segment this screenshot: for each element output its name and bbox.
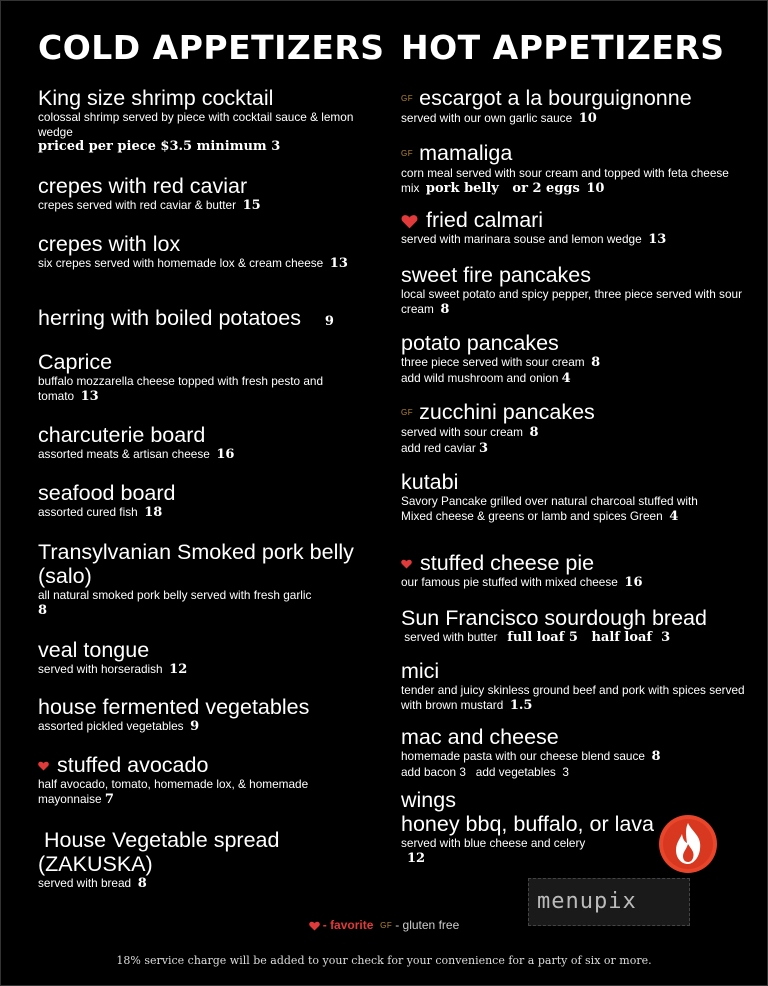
item-name: potato pancakes bbox=[401, 331, 559, 355]
menu-item-crepes-caviar bbox=[38, 174, 384, 214]
item-name: stuffed avocado bbox=[57, 753, 209, 777]
item-desc: three piece served with sour cream bbox=[401, 355, 585, 369]
item-desc: assorted cured fish bbox=[38, 505, 138, 519]
menu-item-escargot bbox=[401, 86, 751, 127]
item-desc: buffalo mozzarella cheese topped with fresh pesto and tomato bbox=[38, 374, 324, 403]
flame-icon bbox=[658, 814, 718, 874]
gf-tag: GF bbox=[401, 94, 414, 104]
item-name-line2: (ZAKUSKA) bbox=[38, 852, 153, 876]
item-desc: half avocado, tomato, homemade lox, & homemade mayonnaise bbox=[38, 777, 309, 806]
item-price: 13 bbox=[80, 388, 99, 404]
item-desc: tender and juicy skinless ground beef and pork with spices served with brown mustard bbox=[401, 683, 745, 712]
item-desc: six crepes served with homemade lox & cream cheese bbox=[38, 256, 324, 270]
item-desc: assorted pickled vegetables bbox=[38, 719, 184, 733]
item-addon: add wild mushroom and onion bbox=[401, 370, 559, 385]
menu-item-salo bbox=[38, 540, 384, 618]
item-price: 15 bbox=[242, 198, 261, 213]
item-price: 4 bbox=[669, 508, 679, 524]
legend-gluten-free: - gluten free bbox=[395, 918, 460, 932]
item-desc: our famous pie stuffed with mixed cheese bbox=[401, 575, 618, 589]
service-charge-note: 18% service charge will be added to your check for your convenience for a party of six or more. bbox=[116, 954, 652, 967]
item-price: 7 bbox=[104, 791, 114, 807]
gf-tag: GF bbox=[401, 149, 414, 159]
menu-item-seafood-board bbox=[38, 481, 384, 521]
item-desc: served with bread bbox=[38, 876, 132, 890]
item-name: kutabi bbox=[401, 470, 459, 494]
item-name: House Vegetable spread bbox=[38, 828, 280, 852]
item-desc: served with butter bbox=[401, 630, 498, 644]
item-option: pork belly or 2 eggs bbox=[425, 180, 580, 196]
item-desc: served with our own garlic sauce bbox=[401, 111, 573, 126]
item-price: 8 bbox=[591, 355, 601, 370]
menu-item-stuffed-avocado bbox=[38, 753, 384, 807]
item-desc: colossal shrimp served by piece with cocktail sauce & lemon wedge bbox=[38, 110, 354, 139]
item-price: 8 bbox=[38, 602, 48, 618]
menu-item-crepes-lox bbox=[38, 232, 384, 272]
item-name-line2: (salo) bbox=[38, 564, 92, 588]
item-desc: served with sour cream bbox=[401, 425, 523, 440]
item-name: house fermented vegetables bbox=[38, 695, 310, 719]
item-price: 1.5 bbox=[509, 697, 533, 713]
item-price: 8 bbox=[137, 876, 147, 891]
cold-appetizers-heading: COLD APPETIZERS bbox=[38, 28, 385, 67]
legend-gf-tag: GF bbox=[380, 921, 393, 931]
legend bbox=[0, 918, 768, 932]
item-addon: add red caviar bbox=[401, 440, 476, 455]
item-name-line2: honey bbq, buffalo, or lava bbox=[401, 812, 655, 836]
item-price: 16 bbox=[216, 447, 235, 462]
item-price: 8 bbox=[529, 425, 539, 441]
menu-item-mici bbox=[401, 659, 751, 713]
menu-item-veal-tongue bbox=[38, 638, 384, 678]
menu-item-caprice bbox=[38, 350, 384, 404]
item-desc: corn meal served with sour cream and topped with feta cheese mix bbox=[401, 166, 729, 195]
item-name: mici bbox=[401, 659, 440, 683]
menu-item-charcuterie bbox=[38, 423, 384, 463]
item-price: 10 bbox=[586, 180, 605, 196]
item-name: Sun Francisco sourdough bread bbox=[401, 606, 707, 630]
item-price: 10 bbox=[578, 111, 597, 127]
menu-item-sweet-fire-pancakes bbox=[401, 263, 751, 317]
item-price: 9 bbox=[324, 314, 334, 329]
item-name: fried calmari bbox=[426, 208, 544, 232]
item-desc: assorted meats & artisan cheese bbox=[38, 447, 210, 461]
item-desc: Savory Pancake grilled over natural charcoal stuffed with Mixed cheese & greens or lamb and spices Green bbox=[401, 494, 698, 523]
menu-item-sourdough-bread bbox=[401, 606, 751, 646]
item-name: charcuterie board bbox=[38, 423, 206, 447]
item-price: 9 bbox=[190, 719, 200, 734]
item-desc: served with horseradish bbox=[38, 662, 163, 676]
item-desc: homemade pasta with our cheese blend sauce bbox=[401, 749, 645, 763]
item-price: 13 bbox=[648, 232, 667, 247]
item-name: mamaliga bbox=[419, 141, 513, 165]
item-price: 18 bbox=[144, 505, 163, 520]
gf-tag: GF bbox=[401, 408, 414, 418]
item-desc: local sweet potato and spicy pepper, three piece served with sour cream bbox=[401, 287, 742, 316]
item-name: seafood board bbox=[38, 481, 176, 505]
item-desc: crepes served with red caviar & butter bbox=[38, 198, 237, 212]
item-name: escargot a la bourguignonne bbox=[419, 86, 692, 110]
heart-icon bbox=[38, 761, 49, 771]
item-name: zucchini pancakes bbox=[419, 400, 595, 424]
item-price: 16 bbox=[624, 575, 643, 590]
item-name: Caprice bbox=[38, 350, 113, 374]
item-addon-price: 3 bbox=[479, 440, 489, 456]
item-name: crepes with red caviar bbox=[38, 174, 248, 198]
item-price-note: priced per piece $3.5 minimum 3 bbox=[38, 139, 281, 154]
menu-item-fried-calmari bbox=[401, 208, 751, 248]
menu-item-mamaliga bbox=[401, 141, 751, 196]
item-name: mac and cheese bbox=[401, 725, 559, 749]
item-price: 8 bbox=[440, 301, 450, 317]
menu-item-mac-and-cheese bbox=[401, 725, 751, 779]
menu-item-zucchini-pancakes bbox=[401, 400, 751, 456]
menu-item-potato-pancakes bbox=[401, 331, 751, 386]
item-name: King size shrimp cocktail bbox=[38, 86, 274, 110]
item-name: wings bbox=[401, 788, 456, 812]
item-price: 8 bbox=[651, 749, 661, 764]
heart-icon bbox=[309, 921, 320, 931]
item-desc: all natural smoked pork belly served with fresh garlic bbox=[38, 588, 312, 602]
menu-item-fermented-vegetables bbox=[38, 695, 384, 735]
item-name: Transylvanian Smoked pork belly bbox=[38, 540, 354, 564]
menu-item-shrimp-cocktail bbox=[38, 86, 384, 154]
hot-appetizers-heading: HOT APPETIZERS bbox=[401, 28, 725, 67]
menu-item-kutabi bbox=[401, 470, 751, 524]
item-desc: served with blue cheese and celery bbox=[401, 836, 586, 850]
item-price: 12 bbox=[407, 850, 426, 866]
heart-icon bbox=[401, 559, 412, 569]
item-name: stuffed cheese pie bbox=[420, 551, 595, 575]
item-name: veal tongue bbox=[38, 638, 150, 662]
item-price-options: full loaf 5 half loaf 3 bbox=[507, 630, 671, 645]
menu-item-zakuska bbox=[38, 828, 384, 892]
item-name: crepes with lox bbox=[38, 232, 181, 256]
watermark-text: menupix bbox=[537, 889, 637, 914]
item-desc: served with marinara souse and lemon wedge bbox=[401, 232, 642, 246]
item-name: sweet fire pancakes bbox=[401, 263, 592, 287]
item-addon: add bacon 3 add vegetables 3 bbox=[401, 764, 569, 779]
item-name: herring with boiled potatoes bbox=[38, 306, 301, 330]
heart-icon bbox=[401, 214, 418, 229]
menu-item-herring bbox=[38, 306, 384, 334]
item-addon-price: 4 bbox=[561, 370, 571, 386]
menu-item-stuffed-cheese-pie bbox=[401, 551, 751, 591]
legend-favorite: - favorite bbox=[322, 918, 374, 932]
item-price: 12 bbox=[169, 662, 188, 677]
item-price: 13 bbox=[329, 256, 348, 271]
